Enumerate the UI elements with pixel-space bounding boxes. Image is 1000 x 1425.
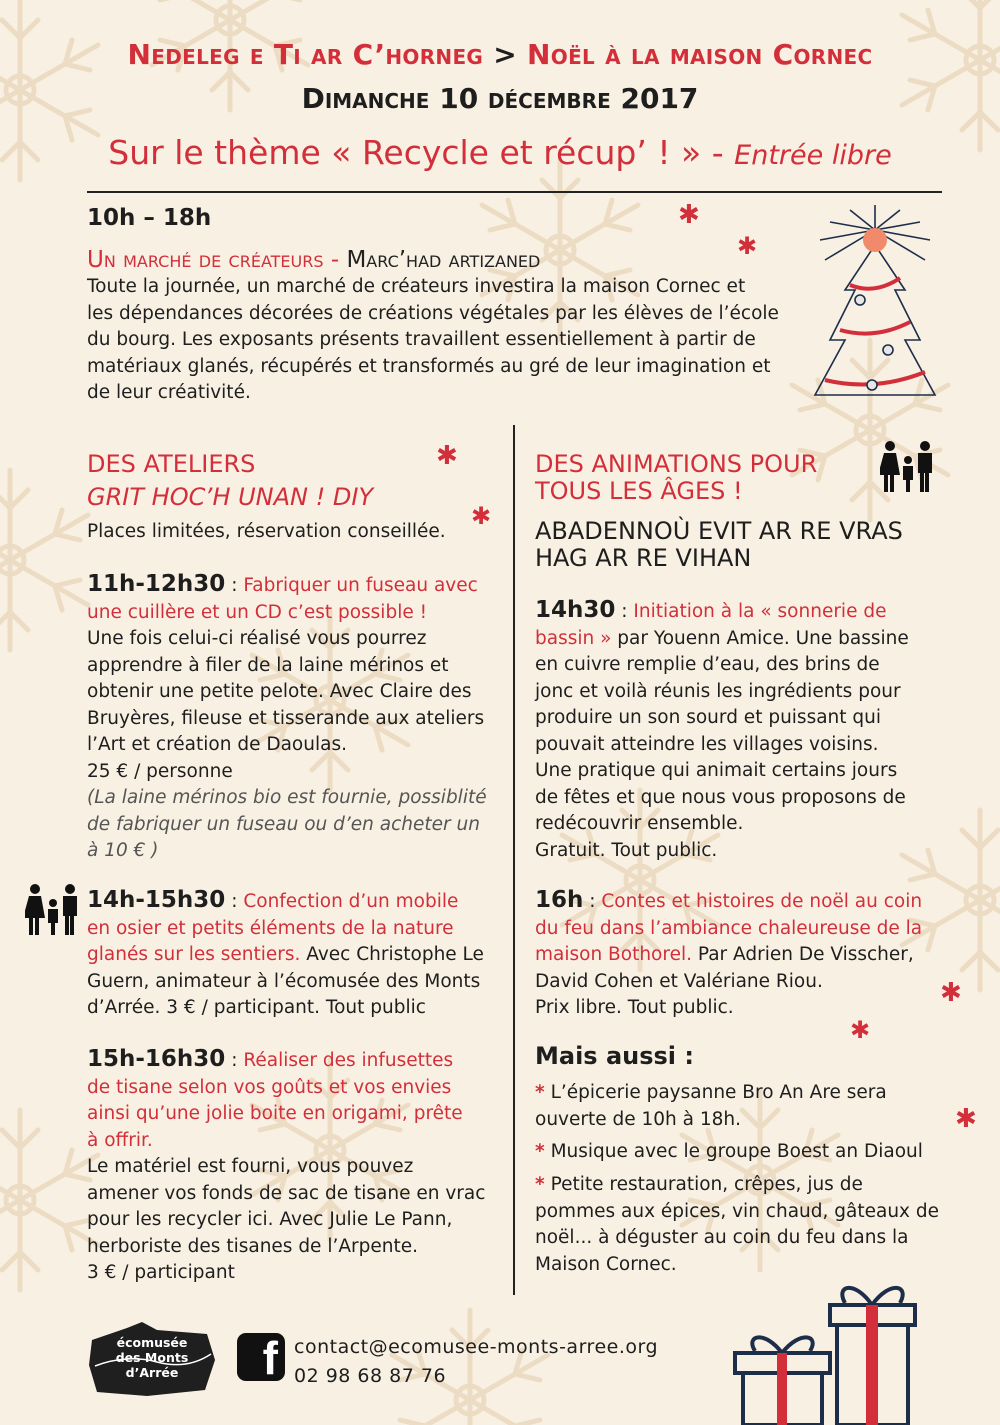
atelier-time: 11h-12h30 (87, 571, 226, 597)
also-item (535, 1080, 950, 1133)
animation-line (535, 942, 950, 969)
animation-time: 14h30 (535, 597, 616, 623)
star-icon: ✱ (436, 441, 458, 471)
animation-title: Initiation à la « sonnerie de (633, 601, 887, 622)
atelier-title: de tisane selon vos goûts et vos envies (87, 1076, 452, 1098)
event-date: Dimanche 10 décembre 2017 (301, 82, 699, 115)
atelier-item (87, 571, 507, 865)
animation-price: Gratuit. Tout public. (535, 839, 718, 861)
atelier-text: pour les recycler ici. Avec Julie Le Pann, (87, 1209, 453, 1230)
atelier-title: Confection d’un mobile (243, 891, 459, 912)
animation-text: Une pratique qui animait certains jours (535, 760, 898, 781)
animation-text: par Youenn Amice. Une bassine (611, 627, 909, 649)
atelier-title: glanés sur les sentiers. (87, 944, 301, 965)
atelier-note: de fabriquer un fuseau ou d’en acheter un (87, 813, 480, 835)
ateliers-subtitle: GRIT HOC’H UNAN ! DIY (87, 483, 374, 511)
atelier-text: Une fois celui-ci réalisé vous pourrez (87, 628, 427, 649)
atelier-title: à offrir. (87, 1129, 153, 1151)
star-icon: ✱ (678, 200, 700, 230)
bullet-star-icon: * (535, 1082, 545, 1103)
star-icon: ✱ (471, 502, 492, 530)
atelier-text: amener vos fonds de sac de tisane en vrac (87, 1182, 486, 1204)
family-icon (880, 440, 936, 492)
theme-line (0, 133, 1000, 172)
christmas-tree-icon (800, 200, 950, 410)
animation-line (535, 626, 950, 653)
market-text-line: Toute la journée, un marché de créateurs investira la maison Cornec et (87, 276, 746, 297)
gift-boxes-icon (725, 1275, 975, 1425)
separator: : (583, 891, 602, 912)
atelier-note: (La laine mérinos bio est fournie, possiblité (87, 787, 487, 808)
atelier-text: apprendre à filer de la laine mérinos et (87, 654, 449, 676)
bullet-star-icon: * (535, 1141, 545, 1162)
market-title-br: Marc’had artizaned (346, 247, 541, 273)
separator: : (225, 891, 244, 912)
logo-line: d’Arrée (125, 1365, 179, 1380)
animation-text: David Cohen et Valériane Riou. (535, 970, 823, 992)
market-text-line: du bourg. Les exposants présents travaillent essentiellement à partir de (87, 329, 756, 350)
atelier-title: en osier et petits éléments de la nature (87, 917, 454, 939)
facebook-icon[interactable] (237, 1332, 285, 1384)
logo-line: des Monts (115, 1350, 189, 1365)
atelier-text: Avec Christophe Le (300, 944, 484, 965)
title-line (0, 38, 1000, 71)
atelier-price: 3 € / participant (87, 1262, 235, 1283)
market-text-line: les dépendances décorées de créations végétales par les élèves de l’école (87, 302, 779, 324)
animation-item (535, 887, 950, 1022)
also-text: pommes aux épices, vin chaud, gâteaux de (535, 1200, 940, 1222)
atelier-line (87, 942, 507, 969)
star-icon: ✱ (955, 1104, 977, 1134)
atelier-text: obtenir une petite pelote. Avec Claire des (87, 681, 472, 702)
animation-text: jonc et voilà réunis les ingrédients pour (535, 680, 901, 702)
also-text: ouverte de 10h à 18h. (535, 1108, 742, 1130)
market-title (87, 247, 540, 273)
also-item (535, 1139, 950, 1166)
animation-text: produire un son sourd et puissant qui (535, 707, 882, 728)
animation-price: Prix libre. Tout public. (535, 997, 734, 1018)
also-item (535, 1172, 950, 1278)
animation-item (535, 597, 950, 864)
animation-title: Contes et histoires de noël au coin (601, 891, 923, 912)
title-separator: > (493, 38, 517, 71)
contact-phone: 02 98 68 87 76 (294, 1365, 447, 1387)
also-line (535, 1172, 950, 1199)
atelier-title: une cuillère et un CD c’est possible ! (87, 601, 428, 623)
animations-subtitle-line: ABADENNOÙ EVIT AR RE VRAS (535, 517, 903, 545)
separator: : (615, 601, 634, 622)
atelier-line (87, 571, 507, 600)
also-line (535, 1080, 950, 1107)
atelier-text: d’Arrée. 3 € / participant. Tout public (87, 997, 426, 1018)
atelier-text: herboriste des tisanes de l’Arpente. (87, 1235, 418, 1257)
market-description (87, 274, 807, 407)
animation-text: pouvait atteindre les villages voisins. (535, 733, 879, 755)
also-text: L’épicerie paysanne Bro An Are sera (550, 1082, 887, 1103)
atelier-title: Réaliser des infusettes (243, 1050, 454, 1071)
ateliers-title: DES ATELIERS (87, 450, 256, 478)
animation-line (535, 887, 950, 916)
animation-title: maison Bothorel. (535, 944, 692, 965)
animation-title: du feu dans l’ambiance chaleureuse de la (535, 917, 923, 939)
also-text: noël... à déguster au coin du feu dans la (535, 1227, 909, 1248)
ateliers-intro: Places limitées, réservation conseillée. (87, 521, 446, 542)
atelier-item (87, 1046, 507, 1287)
animations-subtitle (535, 518, 903, 572)
animation-title: bassin » (535, 627, 612, 649)
atelier-text: Bruyères, fileuse et tisserande aux ateliers (87, 707, 485, 729)
animations-title-line: DES ANIMATIONS POUR (535, 450, 818, 478)
market-hours: 10h – 18h (87, 205, 212, 231)
animation-text: de fêtes et que nous vous proposons de (535, 786, 906, 808)
atelier-time: 14h-15h30 (87, 887, 226, 913)
atelier-price: 25 € / personne (87, 760, 233, 782)
theme-text: Sur le thème « Recycle et récup’ ! » - (108, 133, 724, 172)
logo-line: écomusée (116, 1335, 188, 1350)
animations-subtitle-line: HAG AR RE VIHAN (535, 544, 752, 572)
animation-line (535, 597, 950, 626)
market-text-line: matériaux glanés, récupérés et transformés au gré de leur imagination et (87, 355, 771, 377)
contact-info (294, 1333, 658, 1391)
atelier-text: Le matériel est fourni, vous pouvez (87, 1156, 414, 1177)
atelier-title: Fabriquer un fuseau avec (243, 575, 478, 596)
atelier-time: 15h-16h30 (87, 1046, 226, 1072)
also-text: Petite restauration, crêpes, jus de (550, 1174, 863, 1195)
atelier-note: à 10 € ) (87, 840, 159, 861)
animation-text: Par Adrien De Visscher, (691, 944, 914, 965)
animations-title (535, 451, 817, 505)
bullet-star-icon: * (535, 1174, 545, 1195)
atelier-line (87, 887, 507, 916)
star-icon: ✱ (850, 1016, 871, 1044)
market-title-fr: Un marché de créateurs - (87, 247, 340, 273)
also-text: Maison Cornec. (535, 1253, 677, 1275)
star-icon: ✱ (737, 232, 758, 260)
title-french: Noël à la maison Cornec (527, 38, 873, 71)
atelier-text: l’Art et création de Daoulas. (87, 734, 347, 755)
contact-email[interactable]: contact@ecomusee-monts-arree.org (294, 1336, 659, 1358)
title-breton: Nedeleg e Ti ar C’horneg (127, 38, 484, 71)
family-icon (25, 883, 81, 935)
also-text: Musique avec le groupe Boest an Diaoul (550, 1141, 923, 1162)
logo-text (87, 1335, 217, 1380)
atelier-item (87, 887, 507, 1022)
header-divider (87, 191, 942, 193)
also-line (535, 1139, 950, 1166)
facebook-letter: f (262, 1332, 278, 1384)
animation-text: en cuivre remplie d’eau, des brins de (535, 654, 880, 675)
column-divider (513, 425, 515, 1295)
market-text-line: de leur créativité. (87, 382, 251, 403)
entry-free: Entrée libre (734, 140, 892, 171)
also-title: Mais aussi : (535, 1042, 694, 1070)
atelier-title: ainsi qu’une jolie boite en origami, prête (87, 1103, 463, 1124)
separator: : (225, 575, 244, 596)
animation-text: redécouvrir ensemble. (535, 813, 744, 834)
animations-title-line: TOUS LES ÂGES ! (535, 477, 743, 505)
separator: : (225, 1050, 244, 1071)
star-icon: ✱ (940, 978, 962, 1008)
atelier-text: Guern, animateur à l’écomusée des Monts (87, 970, 481, 992)
animation-time: 16h (535, 887, 584, 913)
atelier-line (87, 1046, 507, 1075)
